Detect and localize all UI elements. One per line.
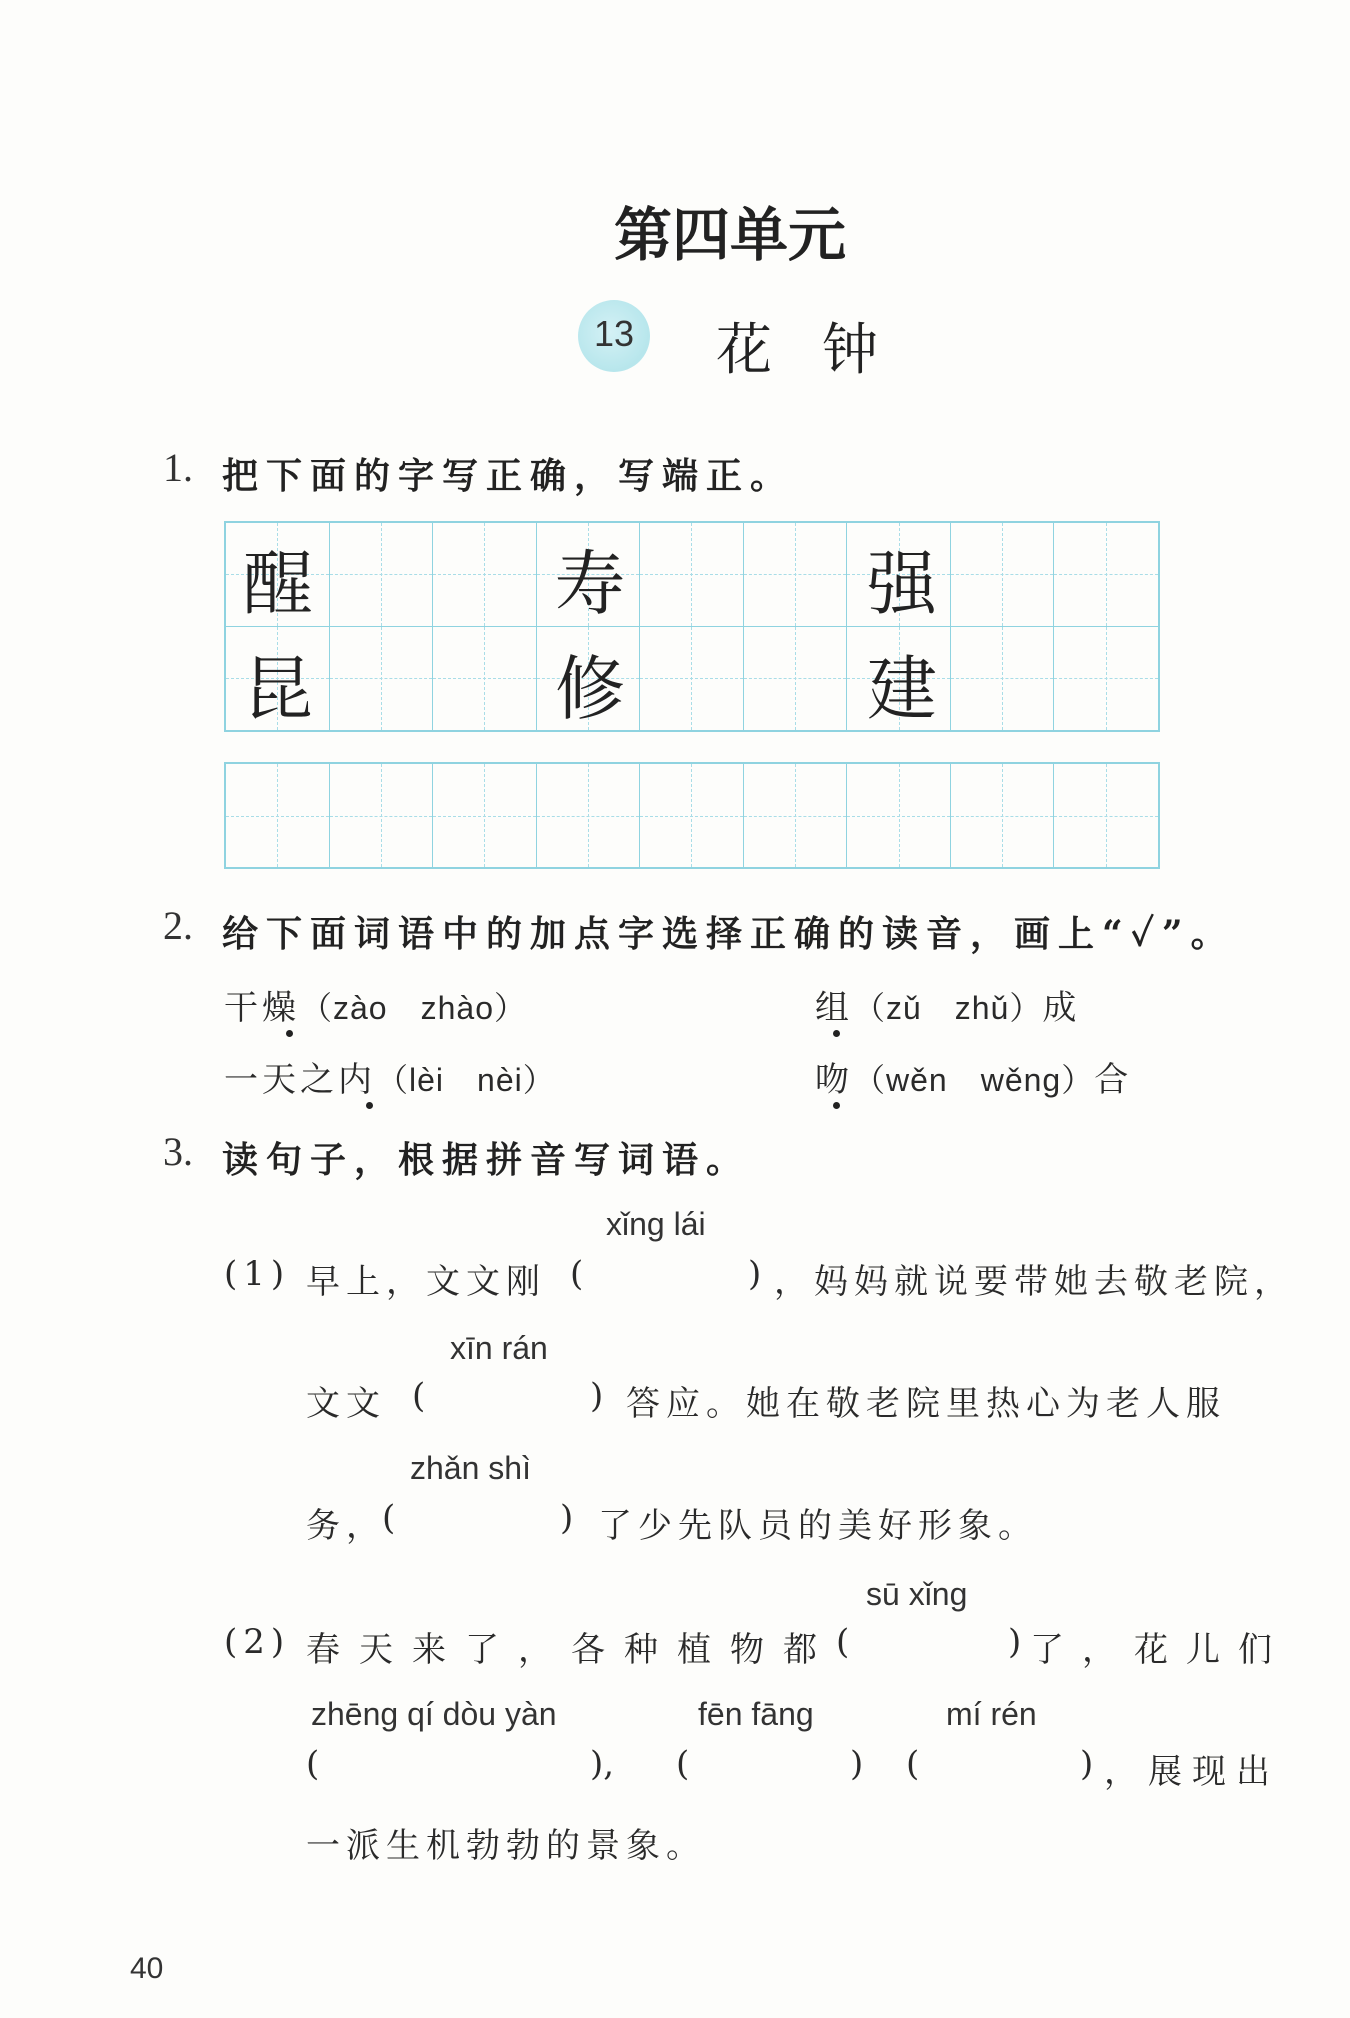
q2-instruction: 给下面词语中的加点字选择正确的读音，画上“✓”。: [222, 913, 1235, 955]
grid-cell[interactable]: [1054, 764, 1158, 867]
q1-number: 1.: [163, 445, 193, 490]
grid-cell[interactable]: [1054, 523, 1158, 627]
pinyin-label: fēn fāng: [698, 1696, 814, 1732]
sentence-text: 了，花儿们: [1030, 1630, 1290, 1670]
sentence-label: (1): [224, 1254, 291, 1294]
grid-cell[interactable]: [330, 764, 434, 867]
answer-blank[interactable]: [856, 1618, 996, 1662]
sentence-label: (2): [224, 1622, 291, 1662]
answer-blank[interactable]: [400, 1494, 550, 1538]
grid-cell[interactable]: [433, 764, 537, 867]
answer-paren-close: ): [850, 1744, 864, 1784]
answer-paren-close: ): [590, 1376, 604, 1416]
emphasis-dot: [833, 1102, 840, 1109]
grid-cell[interactable]: [330, 627, 434, 731]
grid-cell[interactable]: [330, 523, 434, 627]
grid-cell[interactable]: [744, 764, 848, 867]
sentence-text: 文文: [306, 1384, 386, 1424]
grid-char: 寿: [555, 543, 625, 625]
grid-cell[interactable]: [640, 523, 744, 627]
grid-cell[interactable]: [537, 764, 641, 867]
grid-cell[interactable]: [951, 523, 1055, 627]
answer-paren-open: (: [382, 1498, 396, 1538]
sentence-text: 了少先队员的美好形象。: [598, 1506, 1038, 1546]
answer-blank[interactable]: [696, 1740, 836, 1784]
grid-cell[interactable]: [951, 627, 1055, 731]
grid-cell[interactable]: [640, 764, 744, 867]
sentence-text: 早上，文文刚: [306, 1262, 546, 1302]
emphasis-dot: [366, 1102, 373, 1109]
pinyin-label: zhǎn shì: [410, 1450, 531, 1486]
answer-paren-close: ): [1080, 1744, 1094, 1784]
answer-blank[interactable]: [590, 1250, 740, 1294]
grid-char: 建: [867, 648, 937, 730]
q2-item: 组（zǔ zhǔ）成: [815, 988, 1081, 1028]
sentence-text: 务，: [306, 1506, 386, 1546]
grid-cell[interactable]: [744, 627, 848, 731]
pinyin-label: xīn rán: [450, 1330, 548, 1366]
grid-char: 昆: [243, 648, 313, 730]
grid-cell[interactable]: [744, 523, 848, 627]
sentence-text: ，妈妈就说要带她去敬老院，: [774, 1262, 1294, 1302]
grid-cell[interactable]: [433, 627, 537, 731]
q1-instruction: 把下面的字写正确，写端正。: [222, 455, 795, 497]
answer-paren-close: ): [560, 1498, 574, 1538]
q2-number: 2.: [163, 903, 193, 948]
page-number: 40: [130, 1952, 164, 1985]
answer-paren-open: (: [676, 1744, 690, 1784]
pinyin-label: zhēng qí dòu yàn: [311, 1696, 557, 1732]
answer-blank[interactable]: [430, 1372, 580, 1416]
sentence-text: ，展现出: [1104, 1752, 1280, 1792]
lesson-number: 13: [593, 313, 635, 354]
answer-paren-open: (: [570, 1254, 584, 1294]
answer-paren-close: ): [1008, 1622, 1022, 1662]
writing-grid-blank[interactable]: [224, 762, 1160, 869]
sentence-text: 答应。她在敬老院里热心为老人服: [626, 1384, 1226, 1424]
answer-blank[interactable]: [926, 1740, 1066, 1784]
grid-cell[interactable]: [433, 523, 537, 627]
q2-item: 吻（wěn wěng）合: [815, 1060, 1133, 1100]
pinyin-label: sū xǐng: [866, 1576, 968, 1612]
q2-item: 干燥（zào zhào）: [224, 988, 527, 1028]
answer-paren-close: ): [748, 1254, 762, 1294]
pinyin-label: xǐng lái: [606, 1206, 706, 1242]
answer-paren-close: ),: [590, 1744, 615, 1784]
grid-char: 强: [867, 543, 937, 625]
sentence-text: 一派生机勃勃的景象。: [306, 1826, 706, 1866]
answer-paren-open: (: [306, 1744, 320, 1784]
grid-cell[interactable]: [951, 764, 1055, 867]
writing-grid-chars[interactable]: [224, 521, 1160, 732]
q3-number: 3.: [163, 1129, 193, 1174]
grid-char: 修: [555, 648, 625, 730]
emphasis-dot: [286, 1030, 293, 1037]
answer-blank[interactable]: [326, 1740, 576, 1784]
grid-cell[interactable]: [226, 764, 330, 867]
sentence-text: 春天来了，各种植物都: [306, 1630, 836, 1670]
emphasis-dot: [833, 1030, 840, 1037]
pinyin-label: mí rén: [946, 1696, 1037, 1732]
grid-cell[interactable]: [640, 627, 744, 731]
grid-char: 醒: [243, 543, 313, 625]
lesson-title: 花钟: [716, 318, 928, 383]
answer-paren-open: (: [412, 1376, 426, 1416]
unit-title: 第四单元: [613, 201, 846, 269]
answer-paren-open: (: [906, 1744, 920, 1784]
q3-instruction: 读句子，根据拼音写词语。: [222, 1139, 751, 1181]
grid-cell[interactable]: [1054, 627, 1158, 731]
grid-cell[interactable]: [847, 764, 951, 867]
answer-paren-open: (: [836, 1622, 850, 1662]
q2-item: 一天之内（lèi nèi）: [224, 1060, 556, 1100]
